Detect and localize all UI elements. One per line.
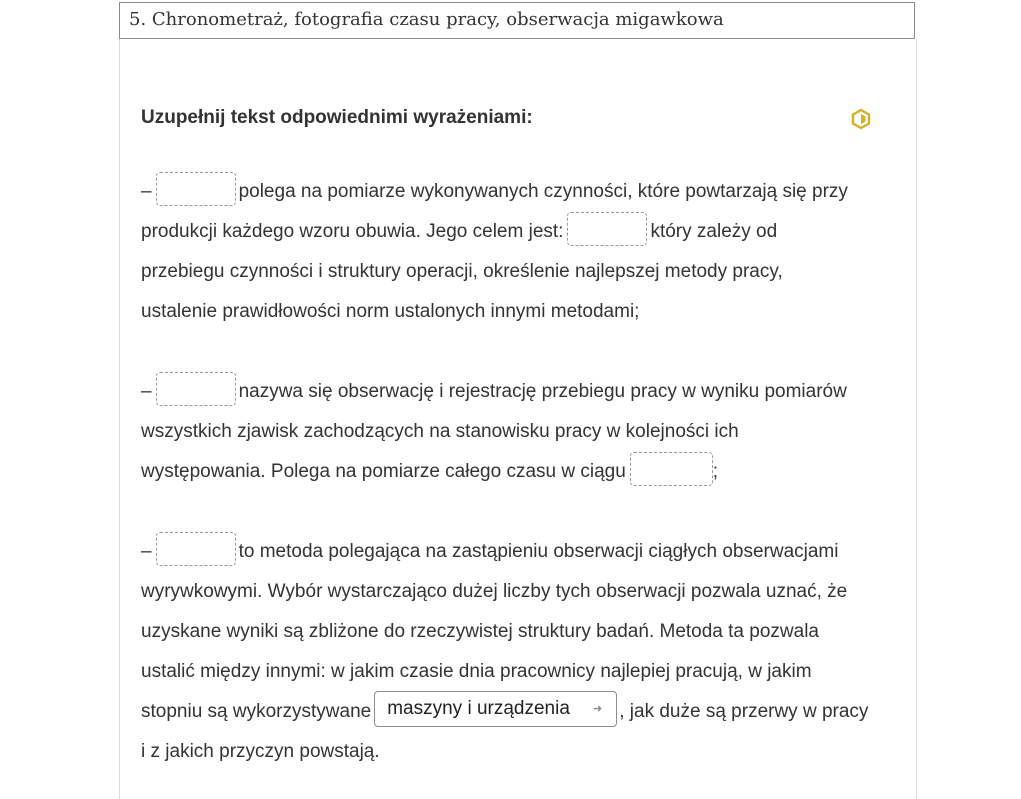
drop-gap-4[interactable] [630,452,713,486]
dash: – [141,541,152,562]
drop-gap-1[interactable] [156,172,236,206]
text: występowania. Polega na pomiarze całego czasu w ciągu [141,461,626,482]
remove-answer-icon[interactable]: ➜ [593,702,603,715]
text: wszystkich zjawisk zachodzących na stanowisku pracy w kolejności ich [141,421,739,442]
dash: – [141,381,152,402]
text: ; [712,461,719,482]
text: ustalić między innymi: w jakim czasie dnia pracownicy najlepiej pracują, w jakim [141,661,812,682]
paragraph-fotografia [141,372,901,492]
text: przebiegu czynności i struktury operacji, określenie najlepszej metody pracy, [141,261,783,282]
text: to metoda polegająca na zastąpieniu obserwacji ciągłych obserwacjami [238,541,839,562]
text: produkcji każdego wzoru obuwia. Jego celem jest: [141,221,564,242]
drop-gap-2[interactable] [567,212,647,246]
drop-gap-3[interactable] [156,372,236,406]
section-title: 5. Chronometraż, fotografia czasu pracy, obserwacja migawkowa [119,2,915,39]
text: uzyskane wyniki są zbliżone do rzeczywistej struktury badań. Metoda ta pozwala [141,621,819,642]
text: polega na pomiarze wykonywanych czynności, które powtarzają się przy [238,181,848,202]
hexagon-half-icon[interactable] [850,108,872,130]
text: nazywa się obserwację i rejestrację przebiegu pracy w wyniku pomiarów [238,381,847,402]
paragraph-obserwacja-migawkowa [141,532,901,772]
filled-gap-answer[interactable] [374,691,617,727]
answer-label: maszyny i urządzenia [387,697,570,719]
drop-gap-5[interactable] [156,532,236,566]
exercise-instruction: Uzupełnij tekst odpowiednimi wyrażeniami: [141,107,533,128]
text: , jak duże są przerwy w pracy [619,701,869,722]
text: ustalenie prawidłowości norm ustalonych innymi metodami; [141,301,640,322]
text: stopniu są wykorzystywane [141,701,372,722]
text: i z jakich przyczyn powstają. [141,741,380,762]
text: który zależy od [650,221,778,242]
paragraph-chronometraz [141,172,901,332]
dash: – [141,181,152,202]
text: wyrywkowymi. Wybór wystarczająco dużej liczby tych obserwacji pozwala uznać, że [141,581,848,602]
